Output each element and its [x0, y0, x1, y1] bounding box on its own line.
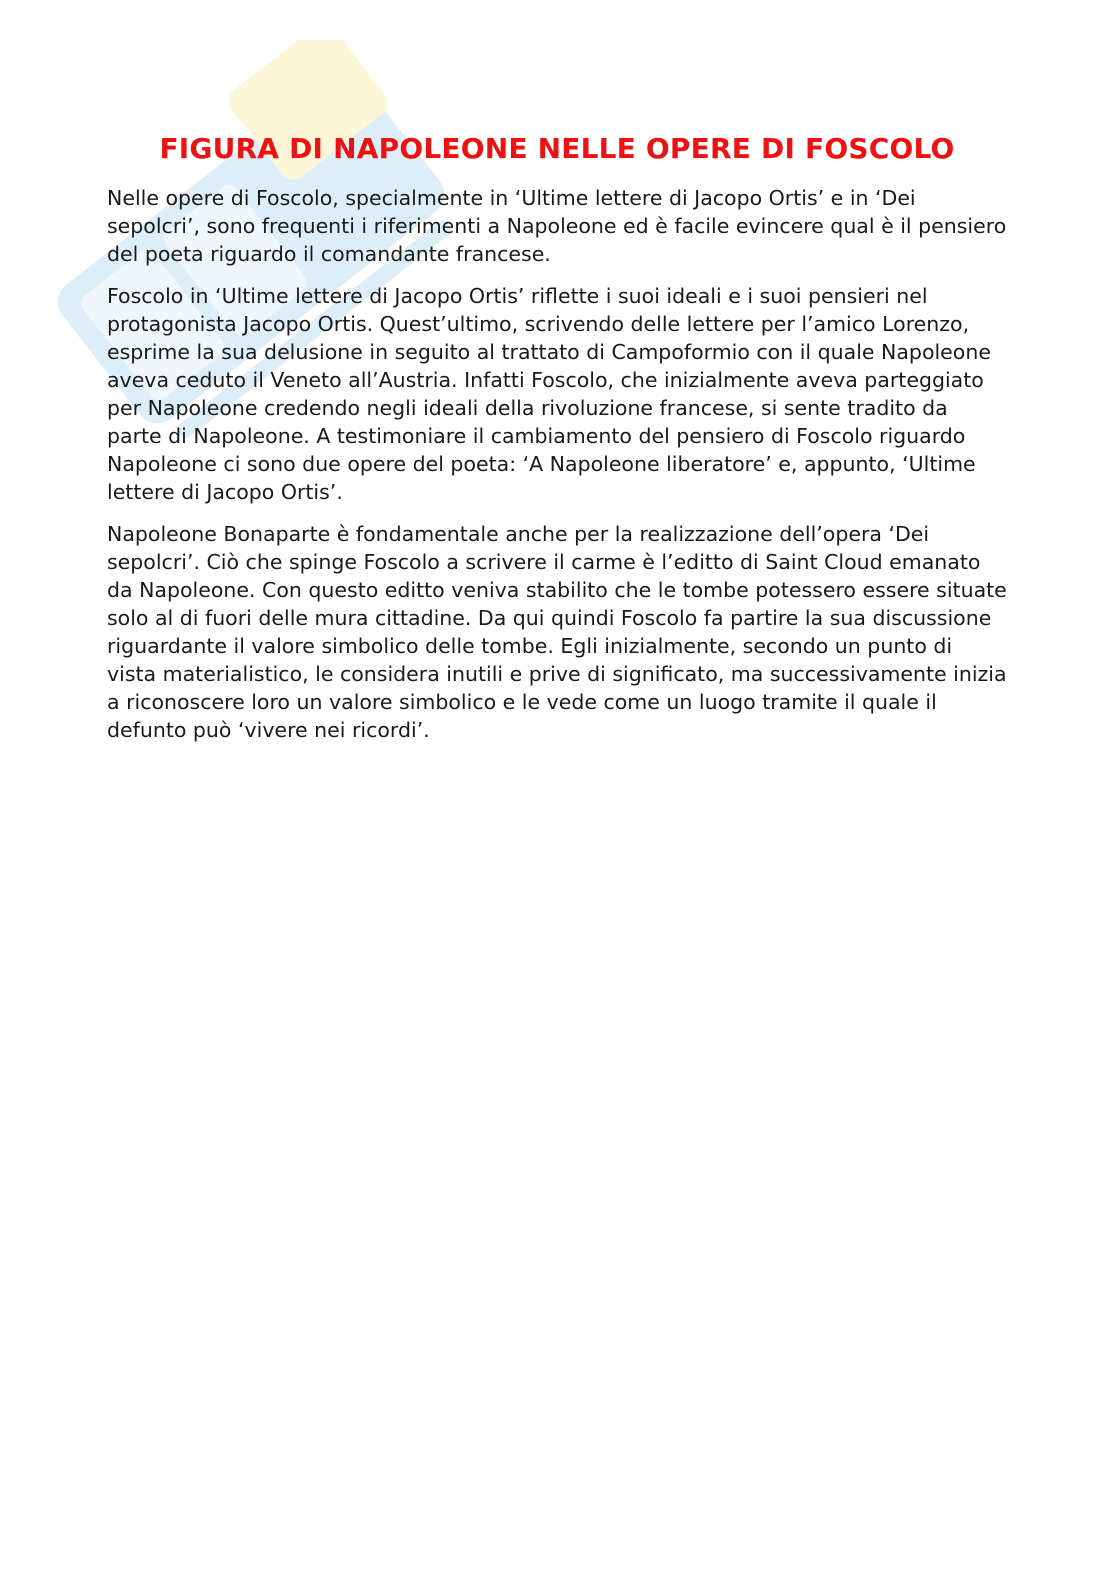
paragraph-intro: Nelle opere di Foscolo, specialmente in ‘Ultime lettere di Jacopo Ortis’ e in ‘Dei sepolcri’, sono frequenti i riferimenti a Napoleone ed è facile evincere qual è il pensiero del poeta riguardo il comandante francese.: [107, 186, 1007, 266]
paragraph-sepolcri: Napoleone Bonaparte è fondamentale anche per la realizzazione dell’opera ‘Dei sepolcri’. Ciò che spinge Foscolo a scrivere il carme è l’editto di Saint Cloud emanato da Napoleone. Con questo editto veniva stabilito che le tombe potessero essere situate solo al di fuori delle mura cittadine. Da qui quindi Foscolo fa partire la sua discussione riguardante il valore simbolico delle tombe. Egli inizialmente, secondo un punto di vista materialistico, le considera inutili e prive di significato, ma successivamente inizia a riconoscere loro un valore simbolico e le vede come un luogo tramite il quale il defunto può ‘vivere nei ricordi’.: [107, 522, 1007, 742]
document-title: FIGURA DI NAPOLEONE NELLE OPERE DI FOSCOLO: [159, 132, 955, 165]
paragraph-ortis: Foscolo in ‘Ultime lettere di Jacopo Ortis’ riflette i suoi ideali e i suoi pensieri nel protagonista Jacopo Ortis. Quest’ultimo, scrivendo delle lettere per l’amico Lorenzo, esprime la sua delusione in seguito al trattato di Campoformio con il quale Napoleone aveva ceduto il Veneto all’Austria. Infatti Foscolo, che inizialmente aveva parteggiato per Napoleone credendo negli ideali della rivoluzione francese, si sente tradito da parte di Napoleone. A testimoniare il cambiamento del pensiero di Foscolo riguardo Napoleone ci sono due opere del poeta: ‘A Napoleone liberatore’ e, appunto, ‘Ultime lettere di Jacopo Ortis’.: [107, 284, 991, 504]
document-page: [107, 130, 1007, 758]
